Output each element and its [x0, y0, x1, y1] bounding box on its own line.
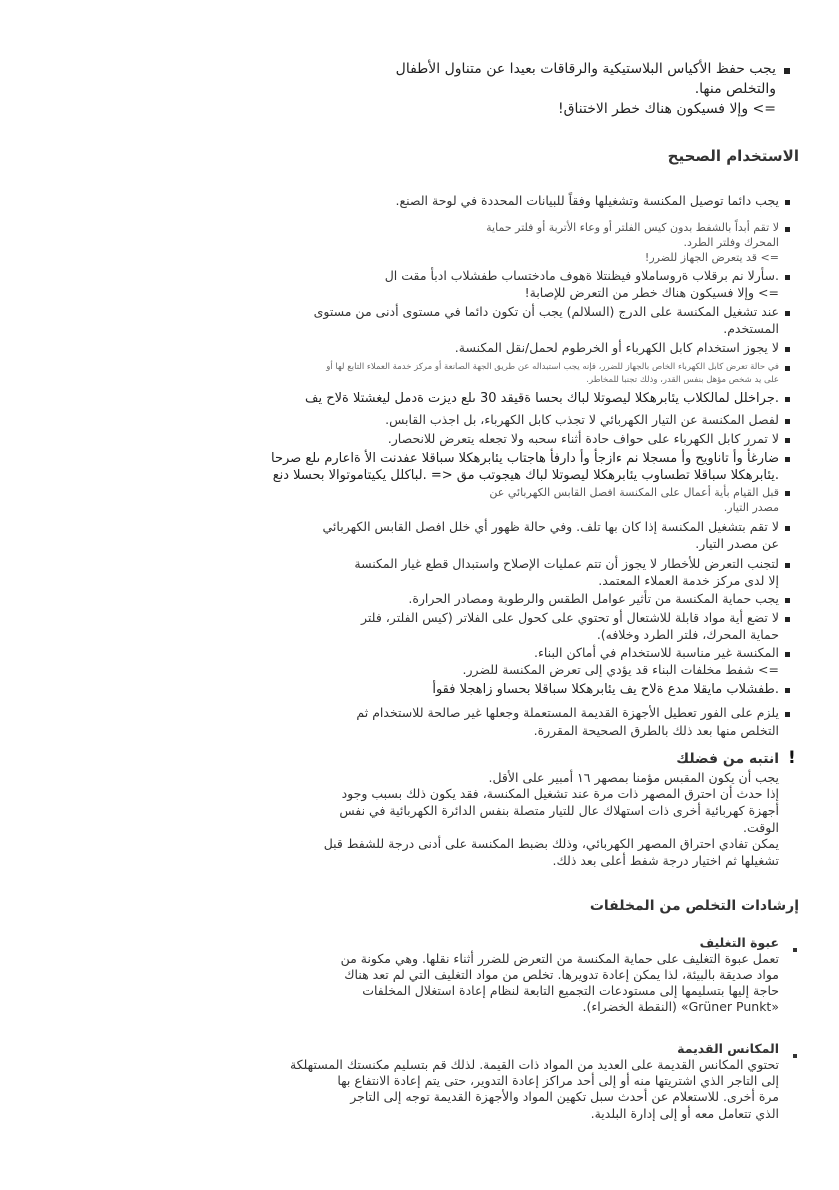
disposal-line: تعمل عبوة التغليف على حماية المكنسة من التعرض للضرر أثناء نقلها. وهي مكونة من: [340, 951, 779, 966]
bullet-icon: [785, 311, 790, 316]
bullet-icon: [785, 419, 790, 424]
attention-line: أجهزة كهربائية أخرى ذات استهلاك عال للتيار متصلة بنفس الدائرة الكهربائية في نفس: [339, 803, 779, 818]
bullet-icon: [785, 712, 790, 717]
bullet-icon: [784, 68, 790, 74]
bullet-icon: [785, 457, 790, 462]
intro-line: => وإلا فسيكون هناك خطر الاختناق!: [558, 101, 776, 117]
disposal-line: مواد صديقة بالبيئة، لذا يمكن إعادة تدويرها. تخلص من مواد التغليف التي لم تعد هناك: [344, 967, 779, 982]
bullet-icon: [785, 598, 790, 603]
bullet-icon: [785, 347, 790, 352]
exclamation-icon: !: [788, 748, 796, 768]
bullet-icon: [785, 563, 790, 568]
attention-line: تشغيلها ثم اختيار درجة شفط أعلى بعد ذلك.: [552, 853, 779, 868]
intro-line: يجب حفظ الأكياس البلاستيكية والرقاقات بعيدا عن متناول الأطفال: [395, 61, 776, 77]
list-item: لتجنب التعرض للأخطار لا يجوز أن تتم عمليات الإصلاح واستبدال قطع غيار المكنسة: [354, 556, 779, 571]
list-item: في حالة تعرض كابل الكهرباء الخاص بالجهاز للضرر، فإنه يجب استبداله عن طريق الجهة الصانعة أو مركز خدمة العملاء التابع لها أو: [326, 362, 779, 372]
section-heading-correct-use: الاستخدام الصحيح: [667, 147, 799, 165]
list-item: على يد شخص مؤهل بنفس القدر، وذلك تجنبا للمخاطر.: [586, 375, 779, 385]
list-item: مصدر التيار.: [723, 501, 779, 514]
list-item: يجب دائما توصيل المكنسة وتشغيلها وفقاً للبيانات المحددة في لوحة الصنع.: [395, 193, 779, 208]
attention-line: يمكن تفادي احتراق المصهر الكهربائي، وذلك بضبط المكنسة على أدنى درجة للشفط قبل: [323, 836, 779, 851]
list-item: يجب حماية المكنسة من تأثير عوامل الطقس والرطوبة ومصادر الحرارة.: [408, 591, 779, 606]
list-item: حماية المحرك، فلتر الطرد وخلافه).: [596, 627, 779, 642]
list-item: لا يجوز استخدام كابل الكهرباء أو الخرطوم لحمل/نقل المكنسة.: [454, 340, 779, 355]
list-item: قبل القيام بأية أعمال على المكنسة افصل القابس الكهربائي عن: [489, 486, 779, 499]
list-item: لفصل المكنسة عن التيار الكهربائي لا تجذب كابل الكهرباء، بل اجذب القابس.: [385, 412, 779, 427]
list-item: .طفشلاب مايقلا مدع ةلاح يف يئابرهكلا سباقلا بحساو زاهجلا فقوأ: [432, 682, 779, 697]
bullet-icon: [785, 227, 790, 232]
bullet-icon: [793, 948, 797, 952]
list-item: .سأرلا نم برقلاب ةروساملاو فيظنتلا ةهوف مادختساب طفشلاب ادبأ مقت ال: [384, 268, 779, 283]
disposal-line: الذي تتعامل معه أو إلى إدارة البلدية.: [590, 1106, 779, 1121]
bullet-icon: [785, 275, 790, 280]
disposal-subheading: المكانس القديمة: [677, 1041, 779, 1056]
list-item: => قد يتعرض الجهاز للضرر!: [644, 251, 779, 264]
list-item: لا تقم أبداً بالشفط بدون كيس الفلتر أو وعاء الأتربة أو فلتر حماية: [486, 221, 779, 234]
list-item: التخلص منها بعد ذلك بالطرق الصحيحة المقررة.: [533, 723, 779, 738]
list-item: .جراخلل لمالكلاب يئابرهكلا ليصوتلا لباك بحسا ةقيقد 30 ىلع ديزت ةدمل ليغشتلا ةلاح يف: [305, 391, 779, 406]
bullet-icon: [785, 652, 790, 657]
attention-heading: انتبه من فضلك: [676, 751, 779, 767]
bullet-icon: [785, 526, 790, 531]
disposal-line: إلى التاجر الذي اشتريتها منه أو إلى أحد مراكز إعادة التدوير، حتى يتم إعادة الانتفاع بها: [337, 1073, 779, 1088]
list-item: لا تقم بتشغيل المكنسة إذا كان بها تلف. وفي حالة ظهور أي خلل افصل القابس الكهربائي: [322, 519, 779, 534]
list-item: المستخدم.: [723, 321, 779, 336]
section-heading-disposal: إرشادات التخلص من المخلفات: [589, 898, 799, 914]
list-item: المكنسة غير مناسبة للاستخدام في أماكن البناء.: [534, 645, 779, 660]
list-item: .يئابرهكلا سباقلا تطساوب يئابرهكلا ليصوتلا لباك هيجوتب مق <= .لباكلل يكيتاموتوالا بحسلا دنع: [272, 468, 779, 483]
list-item: إلا لدى مركز خدمة العملاء المعتمد.: [598, 573, 779, 588]
list-item: => وإلا فسيكون هناك خطر من التعرض للإصابة!: [524, 285, 779, 300]
disposal-subheading: عبوة التغليف: [699, 935, 779, 950]
disposal-line: مرة أخرى. للاستعلام عن أحدث سبل تكهين المواد والأجهزة القديمة توجه إلى التاجر: [350, 1089, 779, 1104]
disposal-line: «Grüner Punkt» (النقطة الخضراء).: [582, 999, 779, 1014]
bullet-icon: [785, 491, 790, 496]
disposal-line: حاجة إليها بتسليمها إلى مستودعات التجميع التابعة لنظام إعادة استغلال المخلفات: [362, 983, 779, 998]
bullet-icon: [785, 366, 790, 371]
list-item: ضارغأ وأ تاناويح وأ مسجلا نم ءازجأ وأ دارفأ هاجتاب يئابرهكلا سباقلا عفدنت الأ ةاعارم ىلع صرحا: [271, 451, 779, 466]
bullet-icon: [785, 438, 790, 443]
list-item: عن مصدر التيار.: [695, 536, 779, 551]
bullet-icon: [785, 397, 790, 402]
attention-line: الوقت.: [743, 820, 779, 835]
attention-line: يجب أن يكون المقبس مؤمنا بمصهر ١٦ أمبير على الأقل.: [488, 770, 779, 785]
list-item: => شفط مخلفات البناء قد يؤدي إلى تعرض المكنسة للضرر.: [462, 662, 779, 677]
bullet-icon: [785, 617, 790, 622]
bullet-icon: [785, 200, 790, 205]
list-item: لا تضع أية مواد قابلة للاشتعال أو تحتوي على كحول على الفلاتر (كيس الفلتر، فلتر: [361, 610, 779, 625]
intro-line: والتخلص منها.: [694, 81, 776, 97]
list-item: المحرك وفلتر الطرد.: [683, 236, 779, 249]
attention-line: إذا حدث أن احترق المصهر ذات مرة عند تشغيل المكنسة، فقد يكون ذلك بسبب وجود: [341, 786, 779, 801]
list-item: عند تشغيل المكنسة على الدرج (السلالم) يجب أن تكون دائما في مستوى أدنى من مستوى: [313, 304, 779, 319]
list-item: لا تمرر كابل الكهرباء على حواف حادة أثناء سحبه ولا تجعله يتعرض للانحصار.: [387, 431, 779, 446]
list-item: يلزم على الفور تعطيل الأجهزة القديمة المستعملة وجعلها غير صالحة للاستخدام ثم: [356, 705, 779, 720]
disposal-line: تحتوي المكانس القديمة على العديد من المواد ذات القيمة. لذلك قم بتسليم مكنستك المستهلكة: [289, 1057, 779, 1072]
bullet-icon: [785, 688, 790, 693]
bullet-icon: [793, 1054, 797, 1058]
